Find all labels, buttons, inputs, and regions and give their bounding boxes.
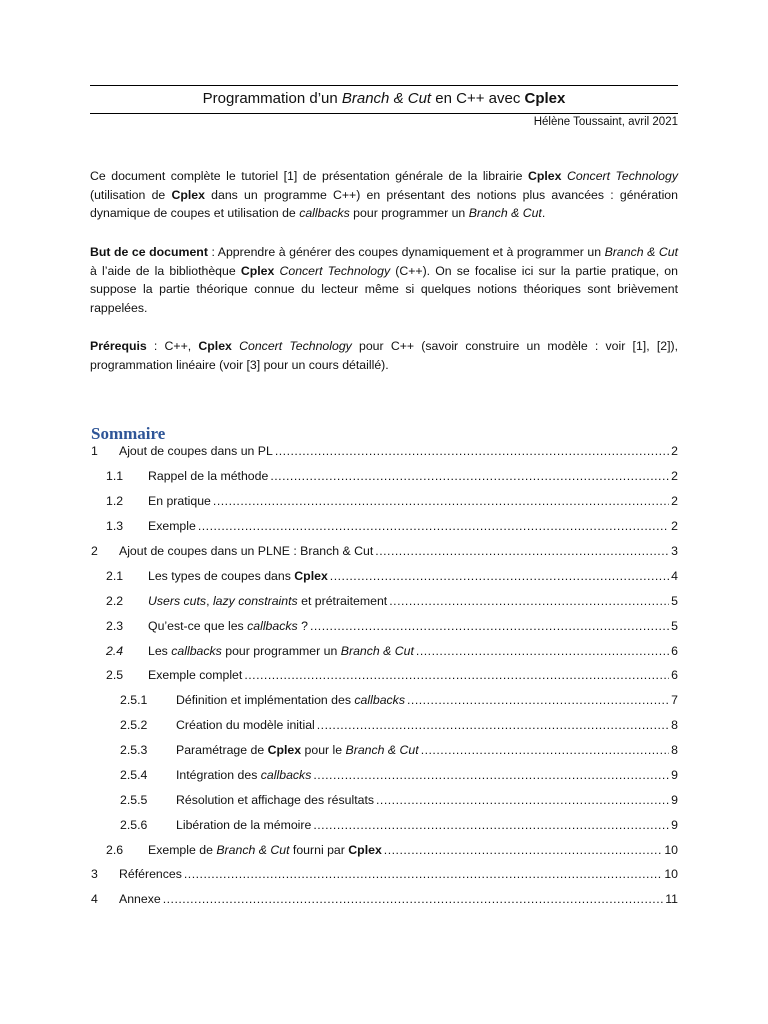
toc-entry-page: 9 (671, 768, 678, 782)
toc-entry-title (148, 667, 244, 684)
toc-entry-number: 1.1 (106, 469, 124, 483)
toc-heading: Sommaire (91, 424, 166, 443)
toc-entry-title (176, 692, 407, 709)
toc-entry-number: 2.5.3 (120, 743, 148, 757)
toc-entry-title (148, 618, 310, 635)
toc-dot-leader (421, 742, 669, 759)
toc-entry-page: 2 (671, 494, 678, 508)
toc-entry-title-segment: callbacks (260, 768, 312, 782)
toc-entry-title-segment: Ajout de coupes dans un PL (119, 444, 273, 458)
toc-entry-page: 8 (671, 718, 678, 732)
toc-entry-title-segment: ? (297, 619, 308, 633)
toc-entry-page: 2 (671, 444, 678, 458)
toc-entry-title-segment: Libération de la mémoire (176, 818, 312, 832)
document-title (90, 89, 678, 109)
toc-entry-page: 3 (671, 544, 678, 558)
branch-cut-term: Branch & Cut (604, 245, 678, 259)
toc-entry-number: 1 (91, 444, 98, 458)
concert-term: Concert Technology (279, 263, 391, 278)
toc-entry-number: 2.5.4 (120, 768, 148, 782)
toc-entry-page: 7 (671, 693, 678, 707)
toc-entry-title (148, 643, 416, 660)
toc-entry-page: 6 (671, 644, 678, 658)
title-text: en C++ avec (431, 90, 525, 107)
prerequisites-paragraph (90, 337, 678, 374)
toc-entry-title (148, 593, 389, 610)
toc-entry-page: 10 (664, 867, 678, 881)
toc-entry[interactable] (91, 443, 678, 460)
toc-entry-title-segment: Résolution et affichage des résultats (176, 793, 375, 807)
toc-entry-page: 11 (665, 892, 678, 906)
toc-entry-number: 2.5.6 (120, 818, 148, 832)
toc-entry-title (119, 543, 375, 560)
toc-dot-leader (330, 568, 669, 585)
toc-entry-page: 10 (664, 843, 678, 857)
toc-entry-title-segment: callbacks (171, 644, 222, 658)
cplex-term: Cplex (198, 339, 232, 353)
toc-dot-leader (416, 643, 669, 660)
toc-entry-title (119, 443, 275, 460)
toc-entry-page: 2 (671, 469, 678, 483)
toc-entry-title-segment: Users cuts (148, 594, 207, 608)
toc-entry-title-segment: et prétraitement (297, 594, 388, 608)
toc-entry-title-segment: pour le (301, 743, 346, 757)
toc-entry-title-segment: Exemple complet (148, 668, 243, 682)
toc-entry[interactable] (91, 866, 678, 883)
toc-entry[interactable] (120, 767, 678, 784)
toc-entry[interactable] (106, 643, 678, 660)
toc-entry-page: 5 (671, 619, 678, 633)
toc-entry-title (148, 518, 198, 535)
toc-entry[interactable] (106, 593, 678, 610)
text: : C++, (146, 339, 199, 353)
intro-paragraph (90, 167, 678, 223)
toc-entry[interactable] (106, 568, 678, 585)
header-bottom-rule (90, 113, 678, 114)
toc-dot-leader (313, 817, 669, 834)
toc-dot-leader (389, 593, 669, 610)
toc-entry-title (176, 817, 313, 834)
toc-entry-number: 4 (91, 892, 98, 906)
branch-cut-term: Branch & Cut (468, 206, 542, 221)
toc-dot-leader (384, 842, 663, 859)
text: (C++). On se focalise ici sur la partie pratique, on suppose la partie théorique connue du lecteur même si quelques notions théoriques sont brièvement rappelées. (90, 263, 678, 316)
toc-entry-number: 1.3 (106, 519, 124, 533)
author-date: Hélène Toussaint, avril 2021 (533, 116, 678, 128)
toc-entry[interactable] (120, 792, 678, 809)
toc-entry-title-segment: Branch & Cut (216, 843, 290, 857)
toc-entry-title-segment: Qu’est-ce que les (148, 619, 248, 633)
toc-entry-title-segment: Cplex (267, 743, 302, 757)
toc-entry-number: 2 (91, 544, 98, 558)
toc-entry-title-segment: Branch & Cut (345, 743, 419, 757)
toc-entry-title-segment: pour programmer un (221, 644, 341, 658)
cplex-term: Cplex (240, 263, 275, 278)
toc-entry-title-segment: Cplex (348, 843, 382, 857)
toc-entry-title-segment: callbacks (354, 693, 405, 707)
toc-entry-title (176, 742, 421, 759)
text: pour C++ (savoir construire un modèle : voir [1], [2]), programmation linéaire (voir [3] pour un cours détaillé). (90, 339, 679, 372)
toc-entry-title-segment: Ajout de coupes dans un PLNE : Branch & Cut (119, 544, 374, 558)
toc-entry[interactable] (106, 667, 678, 684)
toc-entry-page: 4 (671, 569, 678, 583)
toc-dot-leader (163, 891, 664, 908)
toc-entry-title-segment: , (206, 594, 213, 608)
toc-entry[interactable] (106, 618, 678, 635)
toc-entry-title (119, 891, 163, 908)
concert-term: Concert Technology (239, 339, 352, 353)
toc-entry[interactable] (106, 468, 678, 485)
toc-entry-title-segment: Cplex (294, 569, 328, 583)
toc-entry-page: 8 (671, 743, 678, 757)
toc-entry-title-segment: Définition et implémentation des (176, 693, 355, 707)
toc-entry-title-segment: Branch & Cut (340, 644, 414, 658)
toc-entry-title (119, 866, 184, 883)
toc-entry[interactable] (91, 543, 678, 560)
goal-paragraph (90, 243, 678, 318)
title-cplex: Cplex (524, 90, 566, 107)
toc-entry[interactable] (106, 842, 678, 859)
goal-label: But de ce document (90, 245, 208, 259)
toc-entry-title-segment: Paramétrage de (176, 743, 268, 757)
title-branch-cut: Branch & Cut (341, 90, 432, 107)
text: dans un programme C++) en présentant des notions plus avancées : génération dynamique de coupes et utilisation de (90, 187, 678, 221)
toc-entry-title (148, 468, 270, 485)
toc-dot-leader (213, 493, 669, 510)
toc-dot-leader (270, 468, 669, 485)
title-text: Programmation d’un (202, 90, 342, 107)
text: pour programmer un (349, 206, 469, 221)
toc-dot-leader (407, 692, 669, 709)
toc-entry-title-segment: Les (148, 644, 172, 658)
toc-entry-number: 2.5 (106, 668, 124, 682)
toc-entry-number: 3 (91, 867, 98, 881)
concert-term: Concert Technology (566, 169, 678, 183)
toc-entry-title-segment: Annexe (119, 892, 161, 906)
toc-entry-title-segment: callbacks (247, 619, 298, 633)
toc-entry-number: 2.3 (106, 619, 124, 633)
toc-entry-page: 9 (671, 818, 678, 832)
toc-entry-number: 1.2 (106, 494, 124, 508)
toc-entry-title-segment: Exemple (148, 519, 196, 533)
toc-entry-title (148, 568, 330, 585)
text: à l’aide de la bibliothèque (90, 263, 241, 278)
toc-entry[interactable] (120, 717, 678, 734)
toc-entry-title (176, 767, 313, 784)
prerequisites-label: Prérequis (90, 339, 147, 353)
toc-entry-title-segment: Références (119, 867, 182, 881)
toc-dot-leader (317, 717, 669, 734)
toc-entry-number: 2.1 (106, 569, 124, 583)
toc-dot-leader (244, 667, 669, 684)
toc-entry-number: 2.2 (106, 594, 124, 608)
text: : Apprendre à générer des coupes dynamiquement et à programmer un (207, 245, 605, 259)
toc-entry[interactable] (120, 742, 678, 759)
toc-entry-title (176, 792, 376, 809)
toc-entry-number: 2.5.2 (120, 718, 148, 732)
toc-entry-title-segment: fourni par (289, 843, 349, 857)
text: . (541, 206, 546, 221)
text: Ce document complète le tutoriel [1] de présentation générale de la librairie (90, 169, 528, 183)
toc-dot-leader (313, 767, 669, 784)
header-top-rule (90, 85, 678, 86)
toc-dot-leader (310, 618, 669, 635)
toc-entry[interactable] (91, 891, 678, 908)
toc-dot-leader (275, 443, 669, 460)
toc-entry[interactable] (106, 518, 678, 535)
toc-entry-number: 2.4 (106, 644, 124, 658)
cplex-term: Cplex (171, 187, 205, 202)
toc-entry[interactable] (106, 493, 678, 510)
toc-entry-title-segment: En pratique (148, 494, 211, 508)
toc-entry[interactable] (120, 817, 678, 834)
toc-entry-title (176, 717, 317, 734)
toc-entry-page: 9 (671, 793, 678, 807)
toc-entry-title-segment: Exemple de (148, 843, 217, 857)
toc-entry-page: 2 (671, 519, 678, 533)
toc-dot-leader (198, 518, 669, 535)
toc-entry[interactable] (120, 692, 678, 709)
toc-entry-number: 2.5.1 (120, 693, 148, 707)
callbacks-term: callbacks (299, 206, 350, 221)
cplex-term: Cplex (527, 169, 562, 183)
toc-dot-leader (376, 792, 669, 809)
toc-entry-title (148, 493, 213, 510)
toc-entry-title-segment: Création du modèle initial (176, 718, 315, 732)
toc-entry-number: 2.5.5 (120, 793, 148, 807)
toc-entry-title-segment: Rappel de la méthode (148, 469, 269, 483)
toc-entry-page: 5 (671, 594, 678, 608)
text: (utilisation de (90, 187, 172, 202)
toc-entry-title-segment: lazy constraints (212, 594, 298, 608)
toc-entry-title (148, 842, 384, 859)
toc-entry-title-segment: Intégration des (176, 768, 261, 782)
toc-dot-leader (184, 866, 662, 883)
toc-entry-number: 2.6 (106, 843, 124, 857)
toc-entry-title-segment: Les types de coupes dans (148, 569, 295, 583)
toc-dot-leader (375, 543, 669, 560)
toc-entry-page: 6 (671, 668, 678, 682)
